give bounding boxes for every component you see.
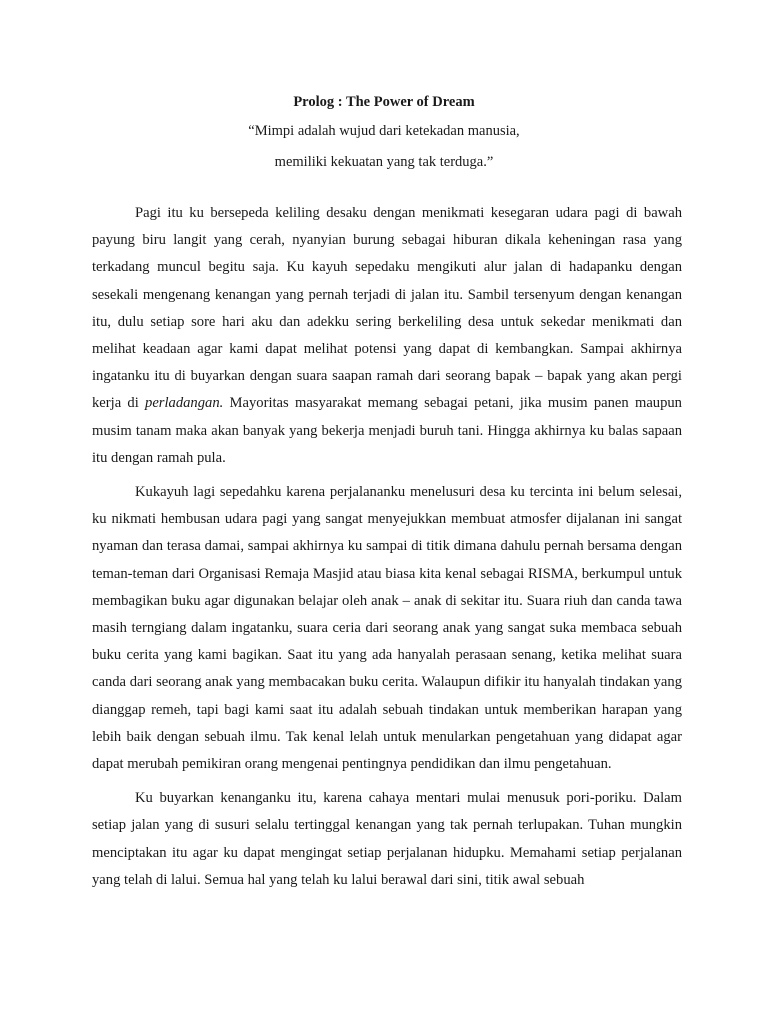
paragraph-1-italic-term: perladangan.	[145, 395, 224, 412]
epigraph-line-1: “Mimpi adalah wujud dari ketekadan manusia,	[248, 123, 520, 139]
paragraph-1-text-start: Pagi itu ku bersepeda keliling desaku dengan menikmati kesegaran udara pagi di bawah payung biru langit yang cerah, nyanyian burung sebagai hiburan dikala keheningan rasa yang terkadang muncul begitu saja. Ku kayuh sepedaku mengikuti alur jalan di hadapanku dengan sesekali mengenang kenangan yang pernah terjadi di jalan itu. Sambil tersenyum dengan kenangan itu, dulu setiap sore hari aku dan adekku sering berkeliling desa untuk sekedar menikmati dan melihat keadaan agar kami dapat melihat potensi yang dapat di kembangkan. Sampai akhirnya ingatanku itu di buyarkan dengan suara saapan ramah dari seorang bapak – bapak yang akan pergi kerja di	[92, 205, 682, 412]
paragraph-2: Kukayuh lagi sepedahku karena perjalananku menelusuri desa ku tercinta ini belum selesai, ku nikmati hembusan udara pagi yang sangat menyejukkan membuat atmosfer dijalanan ini sangat nyaman dan terasa damai, sampai akhirnya ku sampai di titik dimana dahulu pernah bersama dengan teman-teman dari Organisasi Remaja Masjid atau biasa kita kenal sebagai RISMA, berkumpul untuk membagikan buku agar digunakan belajar oleh anak – anak di sekitar itu. Suara riuh dan canda tawa masih terngiang dalam ingatanku, suara ceria dari seorang anak yang sangat suka membaca sebuah buku cerita yang kami bagikan. Saat itu yang ada hanyalah perasaan senang, ketika melihat suara canda dari seorang anak yang membacakan buku cerita. Walaupun difikir itu hanyalah tindakan yang dianggap remeh, tapi bagi kami saat itu adalah sebuah tindakan untuk memberikan harapan yang lebih baik dengan sebuah ilmu. Tak kenal lelah untuk menularkan pengetahuan yang didapat agar dapat merubah pemikiran orang mengenai pentingnya pendidikan dan ilmu pengetahuan.	[92, 484, 682, 773]
paragraph-1	[92, 200, 682, 472]
paragraph-3: Ku buyarkan kenanganku itu, karena cahaya mentari mulai menusuk pori-poriku. Dalam setiap jalan yang di susuri selalu tertinggal kenangan yang tak pernah terlupakan. Tuhan mungkin menciptakan itu agar ku dapat mengingat setiap perjalanan hidupku. Memahami setiap perjalanan yang telah di lalui. Semua hal yang telah ku lalui berawal dari sini, titik awal sebuah	[92, 790, 682, 888]
paragraph-1-text-end: Mayoritas masyarakat memang sebagai petani, jika musim panen maupun musim tanam maka akan banyak yang bekerja menjadi buruh tani. Hingga akhirnya ku balas sapaan itu dengan ramah pula.	[92, 395, 682, 466]
prologue-title: Prolog : The Power of Dream	[293, 94, 475, 110]
document-body	[92, 200, 682, 901]
epigraph-line-2: memiliki kekuatan yang tak terduga.”	[274, 154, 494, 170]
